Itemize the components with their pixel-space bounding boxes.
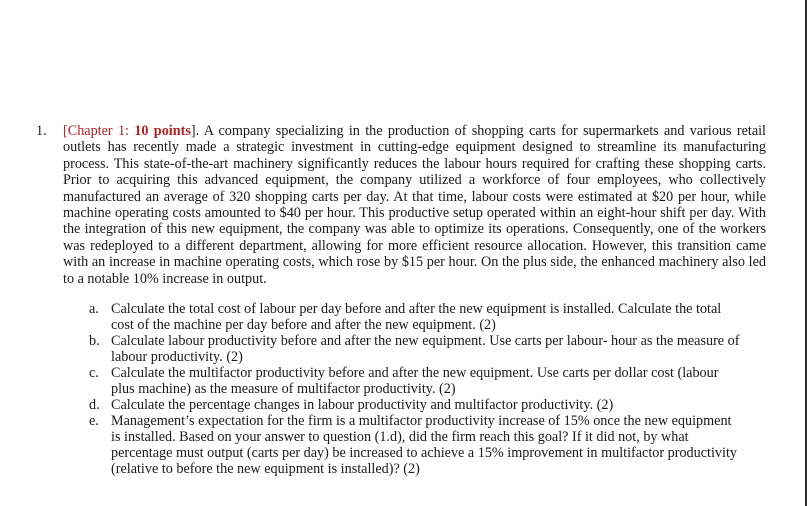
question-prompt (63, 123, 766, 287)
sub-question-letter: e. (89, 413, 99, 430)
sub-question-text: Calculate the multifactor productivity before and after the new equipment. Use carts per dollar cost (labour plus machine) as the measure of multifactor productivity. (2) (111, 365, 719, 398)
sub-question-d (89, 397, 744, 413)
sub-question-text: Calculate the total cost of labour per day before and after the new equipment is installed. Calculate the total cost of the machine per day before and after the new equipment. (2) (111, 301, 722, 334)
sub-question-letter: c. (89, 365, 99, 382)
chapter-tag (63, 123, 191, 139)
question-number: 1. (36, 123, 47, 139)
sub-question-list (89, 301, 744, 477)
question-body-text: A company specializing in the production of shopping carts for supermarkets and various retail outlets has recently made a strategic investment in cutting-edge equipment designed to streamline its manufacturing process. This state-of-the-art machinery significantly reduces the labour hours required for crafting these shopping carts. Prior to acquiring this advanced equipment, the company utilized a workforce of four employees, who collectively manufactured an average of 320 shopping carts per day. At that time, labour costs were estimated at $20 per hour, while machine operating costs amounted to $40 per hour. This productive setup operated within an eight-hour shift per day. With the integration of this new equipment, the company was able to optimize its operations. Consequently, one of the workers was redeployed to a different department, allowing for more efficient resource allocation. However, this transition came with an increase in machine operating costs, which rose by $15 per hour. On the plus side, the enhanced machinery also led to a notable 10% increase in output. (63, 123, 767, 287)
sub-question-letter: a. (89, 301, 99, 318)
sub-question-text: Calculate labour productivity before and after the new equipment. Use carts per labour- hour as the measure of labour productivity. (2) (111, 333, 740, 366)
sub-question-c (89, 365, 744, 397)
chapter-close-bracket: ]. (190, 123, 200, 139)
chapter-label: Chapter 1: (67, 123, 129, 139)
sub-question-letter: d. (89, 397, 100, 414)
question-1 (36, 123, 766, 477)
sub-question-text: Management’s expectation for the firm is a multifactor productivity increase of 15% once the new equipment is installed. Based on your answer to question (1.d), did the firm reach this goal? If it did not, by what percentage must output (carts per day) be increased to achieve a 15% improvement in multifactor productivity (relative to before the new equipment is installed)? (2) (111, 413, 737, 478)
sub-question-a (89, 301, 744, 333)
sub-question-e (89, 413, 744, 477)
chapter-open-bracket: [ (63, 123, 68, 139)
sub-question-text: Calculate the percentage changes in labour productivity and multifactor productivity. (2) (111, 397, 614, 414)
sub-question-letter: b. (89, 333, 100, 350)
sub-question-b (89, 333, 744, 365)
points-label: 10 points (134, 123, 191, 139)
